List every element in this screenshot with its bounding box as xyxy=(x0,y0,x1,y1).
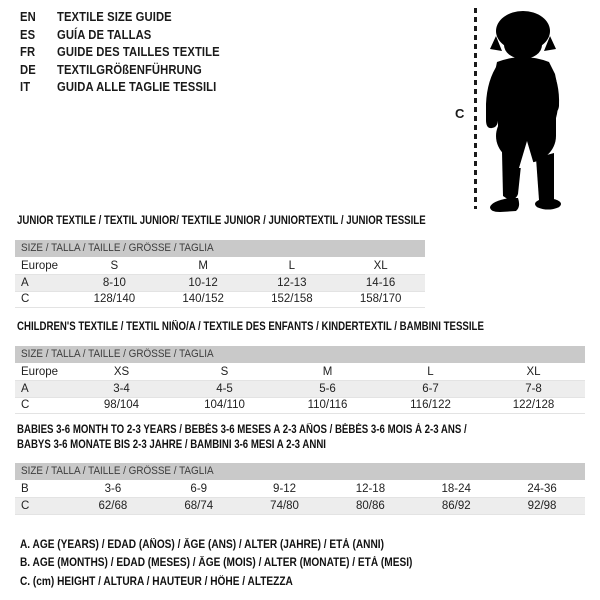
legend-note-text: A. AGE (YEARS) / EDAD (AÑOS) / ÂGE (ANS) / ALTER (JAHRE) / ETÀ (ANNI) xyxy=(20,539,384,551)
size-table xyxy=(15,364,585,414)
legend-note xyxy=(20,554,466,572)
language-row xyxy=(20,9,238,27)
row-value: 9-12 xyxy=(242,481,328,498)
table-title-text: JUNIOR TEXTILE / TEXTIL JUNIOR/ TEXTILE JUNIOR / JUNIORTEXTIL / JUNIOR TESSILE xyxy=(17,215,426,227)
row-value: XS xyxy=(70,364,173,381)
legend-note-text: B. AGE (MONTHS) / EDAD (MESES) / ÂGE (MOIS) / ALTER (MONATE) / ETÀ (MESI) xyxy=(20,557,413,570)
row-value: 7-8 xyxy=(482,381,585,398)
row-value: M xyxy=(276,364,379,381)
row-value: S xyxy=(70,258,159,275)
language-title: GUIDE DES TAILLES TEXTILE xyxy=(57,45,220,60)
table-title xyxy=(15,214,425,229)
row-value: 80/86 xyxy=(327,498,413,515)
row-value: 14-16 xyxy=(336,275,425,292)
row-label: B xyxy=(15,481,70,498)
table-row xyxy=(15,291,425,308)
language-code: ES xyxy=(20,27,36,42)
row-value: 86/92 xyxy=(413,498,499,515)
language-row xyxy=(20,79,238,97)
row-value: L xyxy=(379,364,482,381)
junior-textile-table xyxy=(15,214,425,308)
language-title: GUIDA ALLE TAGLIE TESSILI xyxy=(57,80,217,95)
table-title-line xyxy=(17,320,585,335)
babies-textile-table xyxy=(15,423,585,515)
row-value: 6-9 xyxy=(156,481,242,498)
row-value: 8-10 xyxy=(70,275,159,292)
measure-label-c: C xyxy=(455,106,465,121)
row-value: 6-7 xyxy=(379,381,482,398)
table-row xyxy=(15,481,585,498)
row-label: A xyxy=(15,381,70,398)
row-label: Europe xyxy=(15,364,70,381)
row-value: 152/158 xyxy=(248,291,337,308)
size-table xyxy=(15,258,425,308)
row-value: 24-36 xyxy=(499,481,585,498)
row-value: 110/116 xyxy=(276,397,379,414)
table-row xyxy=(15,275,425,292)
language-row xyxy=(20,27,238,45)
size-header-text: SIZE / TALLA / TAILLE / GRÖSSE / TAGLIA xyxy=(21,242,214,254)
language-row xyxy=(20,44,238,62)
row-value: 74/80 xyxy=(242,498,328,515)
row-value: S xyxy=(173,364,276,381)
row-value: 128/140 xyxy=(70,291,159,308)
language-code: DE xyxy=(20,62,36,77)
table-row xyxy=(15,258,425,275)
legend-note-text: C. (cm) HEIGHT / ALTURA / HAUTEUR / HÖHE / ALTEZZA xyxy=(20,575,293,588)
row-value: 92/98 xyxy=(499,498,585,515)
row-label: Europe xyxy=(15,258,70,275)
table-title-line xyxy=(17,214,425,229)
row-value: 104/110 xyxy=(173,397,276,414)
table-row xyxy=(15,397,585,414)
language-guide xyxy=(20,9,238,97)
row-value: 62/68 xyxy=(70,498,156,515)
table-title-text: BABIES 3-6 MONTH TO 2-3 YEARS / BEBÉS 3-6 MESES A 2-3 AÑOS / BÉBÉS 3-6 MOIS À 2-3 ANS / xyxy=(17,424,467,436)
toddler-silhouette xyxy=(482,8,587,213)
row-value: 98/104 xyxy=(70,397,173,414)
table-row xyxy=(15,364,585,381)
row-label: C xyxy=(15,291,70,308)
legend-notes xyxy=(20,536,466,591)
row-value: 12-13 xyxy=(248,275,337,292)
language-title: TEXTILGRÖßENFÜHRUNG xyxy=(57,62,202,77)
row-value: 10-12 xyxy=(159,275,248,292)
row-value: 116/122 xyxy=(379,397,482,414)
size-table-body xyxy=(15,364,585,414)
size-header-bar xyxy=(15,240,425,257)
row-value: 5-6 xyxy=(276,381,379,398)
language-code: EN xyxy=(20,10,36,24)
table-title-text: BABYS 3-6 MONATE BIS 2-3 JAHRE / BAMBINI 3-6 MESI A 2-3 ANNI xyxy=(17,439,326,451)
language-code: FR xyxy=(20,45,36,60)
size-table xyxy=(15,481,585,515)
size-table-body xyxy=(15,258,425,308)
row-value: L xyxy=(248,258,337,275)
table-row xyxy=(15,381,585,398)
table-title xyxy=(15,320,585,335)
row-value: XL xyxy=(336,258,425,275)
row-value: 18-24 xyxy=(413,481,499,498)
row-value: 4-5 xyxy=(173,381,276,398)
row-value: XL xyxy=(482,364,585,381)
row-value: M xyxy=(159,258,248,275)
language-row xyxy=(20,62,238,80)
height-measure-dashed-line xyxy=(473,8,478,209)
size-header-bar xyxy=(15,463,585,480)
table-title-line xyxy=(17,438,585,453)
language-code: IT xyxy=(20,80,31,95)
row-value: 12-18 xyxy=(327,481,413,498)
row-value: 140/152 xyxy=(159,291,248,308)
language-title: GUÍA DE TALLAS xyxy=(57,27,152,42)
row-value: 158/170 xyxy=(336,291,425,308)
childrens-textile-table xyxy=(15,320,585,414)
table-title-text: CHILDREN'S TEXTILE / TEXTIL NIÑO/A / TEXTILE DES ENFANTS / KINDERTEXTIL / BAMBINI TESSILE xyxy=(17,321,484,333)
table-row xyxy=(15,498,585,515)
legend-note xyxy=(20,536,466,554)
table-title-line xyxy=(17,423,585,438)
size-header-text: SIZE / TALLA / TAILLE / GRÖSSE / TAGLIA xyxy=(21,465,214,477)
row-label: C xyxy=(15,498,70,515)
size-header-bar xyxy=(15,346,585,363)
size-header-text: SIZE / TALLA / TAILLE / GRÖSSE / TAGLIA xyxy=(21,348,214,360)
size-table-body xyxy=(15,481,585,514)
language-title: TEXTILE SIZE GUIDE xyxy=(57,10,172,24)
row-value: 68/74 xyxy=(156,498,242,515)
row-value: 3-4 xyxy=(70,381,173,398)
row-value: 122/128 xyxy=(482,397,585,414)
legend-note xyxy=(20,573,466,591)
row-label: C xyxy=(15,397,70,414)
row-value: 3-6 xyxy=(70,481,156,498)
table-title xyxy=(15,423,585,453)
row-label: A xyxy=(15,275,70,292)
